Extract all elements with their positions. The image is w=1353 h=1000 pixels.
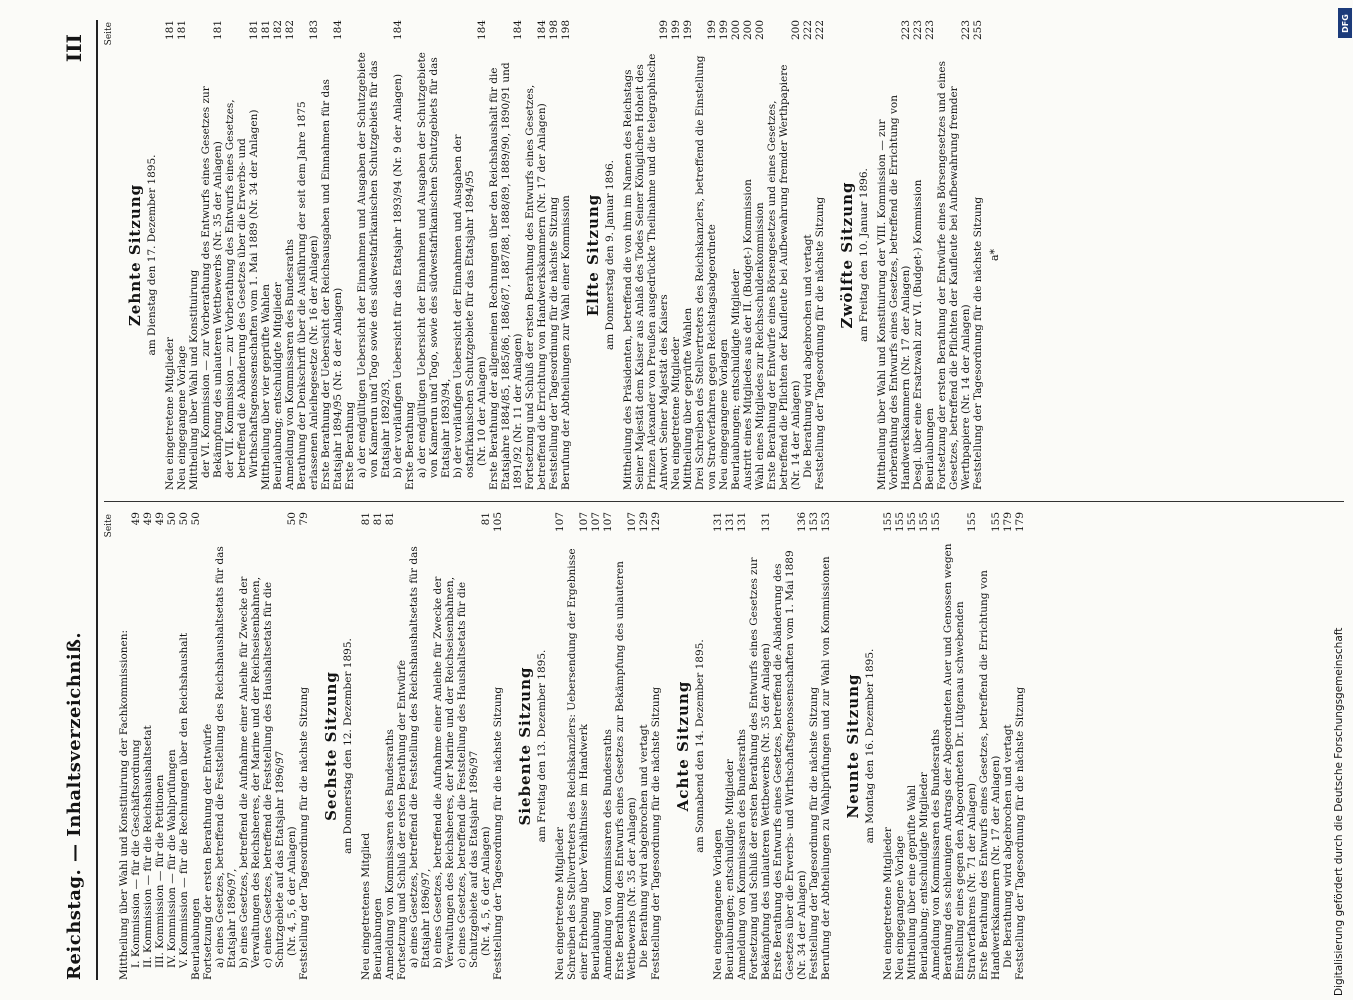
toc-entry-page: 199	[682, 20, 694, 41]
toc-entry	[214, 512, 238, 980]
toc-entry	[876, 20, 912, 490]
toc-entry-text: Beurlaubung; entschuldigte Mitglieder	[918, 772, 930, 980]
toc-entry	[396, 512, 408, 980]
toc-entry-text: Beurlaubungen; entschuldigte Mitglieder	[724, 759, 736, 980]
toc-entry	[416, 20, 452, 490]
toc-entry-text: Neu eingegangene Vorlage	[176, 345, 188, 490]
left-sections	[322, 512, 1026, 980]
toc-entry	[298, 512, 310, 980]
toc-entry	[718, 20, 730, 490]
toc-entry-text: Neu eingetretene Mitglieder	[554, 827, 566, 980]
toc-entry	[936, 20, 972, 490]
toc-entry	[882, 512, 894, 980]
toc-entry-text: Beurlaubungen	[190, 897, 202, 980]
toc-entry-text: (Nr. 4, 5, 6 der Anlagen)	[286, 826, 298, 956]
toc-entry	[712, 512, 724, 980]
toc-entry	[614, 512, 638, 980]
toc-entry-text: Neu eingetretene Mitglieder	[670, 337, 682, 490]
toc-entry-page: 136	[796, 512, 808, 533]
toc-entry-text: I. Kommission — für die Geschäftsordnung	[130, 739, 142, 968]
toc-entry-text: Schreiben des Stellvertreters des Reichskanzlers: Uebersendung der Ergebnisse einer Erhebung über Verhältnisse im Handwerk	[566, 548, 590, 980]
toc-entry	[456, 512, 480, 980]
toc-entry-page: 155	[990, 512, 1002, 533]
toc-entry-page: 181	[212, 20, 224, 41]
toc-entry-text: V. Kommission — für die Rechnungen über den Reichshaushalt	[178, 632, 190, 968]
toc-entry	[524, 20, 548, 490]
toc-entry	[372, 512, 384, 980]
toc-entry-text: Neu eingegangene Vorlage	[894, 835, 906, 980]
toc-entry-page: 200	[754, 20, 766, 41]
toc-entry-text: Erste Berathung der Entwürfe eines Börsengesetzes und eines Gesetzes, betreffend die Pflichten der Kaufleute bei Aufbewahrung fremder Werthpapiere (Nr. 14 der Anlagen)	[766, 64, 802, 490]
toc-entry	[296, 20, 320, 490]
toc-entry-text: Feststellung der Tagesordnung für die nächste Sitzung	[808, 686, 820, 980]
toc-entry	[178, 512, 190, 980]
toc-entry-page: 184	[512, 20, 524, 41]
toc-entry-text: Feststellung der Tagesordnung für die nächste Sitzung	[548, 196, 560, 490]
toc-entry	[344, 20, 356, 490]
seite-label: Seite	[104, 22, 114, 46]
toc-entry	[894, 512, 906, 980]
toc-entry-page: 182	[272, 20, 284, 41]
toc-entry-page: 81	[372, 512, 384, 526]
toc-entry-page: 107	[578, 512, 590, 533]
toc-entry-page: 155	[966, 512, 978, 533]
toc-entry-text: Mittheilung über Wahl und Konstituirung der VIII. Kommission — zur Vorberathung des Entwurfs eines Gesetzes, betreffend die Errichtung von Handwerkskammern (Nr. 17 der Anlagen)	[876, 95, 912, 490]
toc-entry-page: 181	[248, 20, 260, 41]
toc-entry-page: 184	[332, 20, 344, 41]
toc-entry-text: Beurlaubung; entschuldigte Mitglieder	[272, 282, 284, 490]
toc-entry-text: Berathung der Denkschrift über die Ausführung der seit dem Jahre 1875 erlassenen Anleihegesetze (Nr. 16 der Anlagen)	[296, 101, 320, 490]
toc-entry	[476, 20, 488, 490]
toc-entry-text: Die Berathung wird abgebrochen und vertagt	[1002, 724, 1014, 968]
toc-entry-text: Feststellung der Tagesordnung für die nächste Sitzung	[650, 686, 662, 980]
toc-entry	[972, 20, 984, 490]
toc-entry-page: 105	[492, 512, 504, 533]
toc-entry	[682, 20, 694, 490]
toc-entry	[356, 20, 392, 490]
toc-entry-page: 198	[548, 20, 560, 41]
toc-entry	[190, 512, 202, 980]
toc-entry-page: 222	[802, 20, 814, 41]
toc-entry-text: der VI. Kommission — zur Vorberathung des Entwurfs eines Gesetzes zur Bekämpfung des unlauteren Wettbewerbs (Nr. 35 der Anlagen)	[200, 86, 224, 478]
toc-entry-text: der VII. Kommission — zur Vorberathung des Entwurfs eines Gesetzes, betreffend die Abänderung des Gesetzes über die Erwerbs- und Wirthschaftsgenossenschaften vom 1. Mai 1889 (Nr. 34 der Anlagen)	[224, 99, 260, 478]
toc-entry-page: 223	[924, 20, 936, 41]
toc-entry-text: Berufung der Abtheilungen zu Wahlprüfungen und zur Wahl von Kommissionen	[820, 556, 832, 980]
toc-entry-text: Erste Berathung des Entwurfs eines Gesetzes zur Bekämpfung des unlauteren Wettbewerbs (Nr. 35 der Anlagen)	[614, 561, 638, 980]
session-title: Zehnte Sitzung	[126, 183, 144, 327]
toc-entry-page: 129	[650, 512, 662, 533]
signature-mark: a*	[988, 248, 1001, 262]
toc-entry	[404, 20, 416, 490]
toc-entry-page: 49	[142, 512, 154, 526]
toc-entry	[224, 20, 260, 490]
toc-entry-text: Beurlaubungen	[372, 897, 384, 980]
toc-entry-page: 155	[882, 512, 894, 533]
toc-entry-page: 179	[1002, 512, 1014, 533]
toc-entry-text: Anmeldung von Kommissaren des Bundesraths	[284, 239, 296, 490]
toc-entry	[272, 20, 284, 490]
session-date: am Freitag den 10. Januar 1896.	[858, 168, 870, 342]
toc-entry-page: 181	[260, 20, 272, 41]
toc-entry-page: 107	[554, 512, 566, 533]
toc-entry	[918, 512, 930, 980]
toc-entry	[724, 512, 736, 980]
toc-entry-text: (Nr. 10 der Anlagen)	[476, 356, 488, 466]
session-title: Achte Sitzung	[674, 680, 692, 812]
toc-entry	[942, 512, 978, 980]
toc-entry	[492, 512, 504, 980]
toc-entry-text: Neu eingetretene Mitglieder	[164, 337, 176, 490]
toc-entry	[924, 20, 936, 490]
toc-entry-page: 198	[560, 20, 572, 41]
toc-entry	[452, 20, 476, 490]
toc-entry	[1002, 512, 1014, 980]
toc-entry-page: 183	[308, 20, 320, 41]
toc-entry	[130, 512, 142, 980]
toc-entry-text: Neu eingegangene Vorlagen	[718, 338, 730, 490]
toc-entry	[602, 512, 614, 980]
toc-entry	[802, 20, 814, 490]
toc-entry-text: Beurlaubungen	[924, 407, 936, 490]
session-date: am Freitag den 13. Dezember 1895.	[536, 649, 548, 843]
toc-entry-page: 81	[360, 512, 372, 526]
toc-entry	[978, 512, 1002, 980]
toc-entry	[638, 512, 650, 980]
toc-entry-page: 155	[894, 512, 906, 533]
toc-entry-page: 50	[178, 512, 190, 526]
toc-entry-page: 50	[190, 512, 202, 526]
toc-entry-text: Fortsetzung der ersten Berathung der Entwürfe eines Börsengesetzes und eines Gesetzes, betreffend die Pflichten der Kaufleute bei Aufbewahrung fremder Werthpapiere (Nr. 14 der Anlagen)	[936, 60, 972, 490]
toc-entry-page: 129	[638, 512, 650, 533]
toc-entry-page: 131	[724, 512, 736, 533]
toc-entry-page: 199	[706, 20, 718, 41]
toc-entry-text: a) der endgültigen Uebersicht der Einnahmen und Ausgaben der Schutzgebiete von Kamerun und Togo, sowie des südwestafrikanischen Schutzgebiets für das Etatsjahr 1893/94,	[416, 52, 452, 478]
toc-entry	[1014, 512, 1026, 980]
toc-entry-page: 200	[742, 20, 754, 41]
toc-entry-page: 199	[670, 20, 682, 41]
session-title: Sechste Sitzung	[322, 671, 340, 821]
toc-entry-page: 184	[392, 20, 404, 41]
toc-entry-text: Wahl eines Mitgliedes zur Reichsschuldenkommission	[754, 202, 766, 490]
toc-entry	[748, 512, 772, 980]
toc-entry-text: Fortsetzung der ersten Berathung der Entwürfe	[202, 723, 214, 980]
toc-entry	[766, 20, 802, 490]
toc-entry	[590, 512, 602, 980]
toc-entry-text: Feststellung der Tagesordnung für die nächste Sitzung	[298, 686, 310, 980]
toc-entry-page: 182	[284, 20, 296, 41]
toc-entry	[694, 20, 718, 490]
toc-entry-page: 181	[176, 20, 188, 41]
toc-entry-text: a) eines Gesetzes, betreffend die Feststellung des Reichshaushaltsetats für das Etatsjahr 1896/97,	[408, 546, 432, 968]
session-title: Elfte Sitzung	[584, 193, 602, 317]
left-intro-entries	[118, 512, 310, 980]
toc-entry-text: Mittheilung über Wahl und Konstituirung	[188, 269, 200, 490]
dfg-logo-text: DFG	[1340, 13, 1350, 33]
toc-entry-page: 223	[960, 20, 972, 41]
toc-entry-text: Anmeldung von Kommissaren des Bundesraths	[930, 729, 942, 980]
toc-entry-page: 179	[1014, 512, 1026, 533]
toc-entry	[238, 512, 262, 980]
toc-entry	[408, 512, 432, 980]
toc-entry-page: 131	[736, 512, 748, 533]
toc-entry-page: 107	[602, 512, 614, 533]
toc-entry-page: 200	[790, 20, 802, 41]
session-date: am Sonnabend den 14. Dezember 1895.	[694, 639, 706, 853]
toc-entry	[432, 512, 456, 980]
toc-entry-text: Erste Berathung	[344, 401, 356, 490]
toc-entry-text: Fortsetzung und Schluß der ersten Berathung der Entwürfe	[396, 659, 408, 980]
toc-entry-page: 131	[712, 512, 724, 533]
dfg-logo	[1338, 8, 1352, 38]
toc-entry-page: 255	[972, 20, 984, 41]
toc-entry	[736, 512, 748, 980]
toc-entry	[820, 512, 832, 980]
toc-entry-page: 184	[536, 20, 548, 41]
toc-entry-text: Mittheilung über eine geprüfte Wahl	[906, 784, 918, 980]
session-date: am Donnerstag den 9. Januar 1896.	[604, 159, 616, 351]
toc-entry-text: III. Kommission — für die Petitionen	[154, 774, 166, 968]
toc-entry	[742, 20, 754, 490]
toc-entry-text: Fortsetzung und Schluß der ersten Berathung des Entwurfs eines Gesetzes, betreffend die Errichtung von Handwerkskammern (Nr. 17 der Anlagen)	[524, 84, 548, 490]
toc-entry-text: Anmeldung von Kommissaren des Bundesraths	[736, 729, 748, 980]
toc-entry-page: 223	[900, 20, 912, 41]
toc-entry-text: Erste Berathung der allgemeinen Rechnungen über den Reichshaushalt für die Etatsjahre 1884/85, 1885/86, 1886/87, 1887/88, 1888/89, 1889/90, 1890/91 und 1891/92 (Nr. 11 der Anlagen)	[488, 62, 524, 490]
toc-entry-text: Austritt eines Mitgliedes aus der II. (Budget-) Kommission	[742, 179, 754, 490]
toc-entry-text: b) der vorläufigen Uebersicht für das Etatsjahr 1893/94 (Nr. 9 der Anlagen)	[392, 73, 404, 478]
column-divider	[104, 501, 1344, 502]
toc-entry-text: c) eines Gesetzes, betreffend die Feststellung des Haushaltsetats für die Schutzgebiete auf das Etatsjahr 1896/97	[456, 581, 480, 968]
toc-entry-page: 81	[480, 512, 492, 526]
toc-entry	[262, 512, 286, 980]
toc-entry-text: Erste Berathung	[404, 401, 416, 490]
toc-entry	[808, 512, 820, 980]
toc-entry	[554, 512, 566, 980]
toc-entry-text: Neu eingetretenes Mitglied	[360, 832, 372, 980]
toc-entry	[142, 512, 154, 980]
running-head: Reichstag. — Inhaltsverzeichniß.	[64, 631, 85, 980]
toc-entry-page: 200	[730, 20, 742, 41]
toc-entry-text: a) der endgültigen Uebersicht der Einnahmen und Ausgaben der Schutzgebiete von Kamerun und Togo sowie des südwestafrikanischen Schutzgebiets für das Etatsjahr 1892/93,	[356, 52, 392, 478]
toc-entry-text: IV. Kommission — für die Wahlprüfungen	[166, 749, 178, 968]
toc-entry-text: b) eines Gesetzes, betreffend die Aufnahme einer Anleihe für Zwecke der Verwaltungen des Reichsheeres, der Marine und der Reichseisenbahnen,	[238, 576, 262, 968]
toc-entry-text: II. Kommission — für die Reichshaushaltsetat	[142, 725, 154, 968]
toc-entry-page: 107	[590, 512, 602, 533]
toc-entry	[772, 512, 808, 980]
toc-entry-text: b) der vorläufigen Uebersicht der Einnahmen und Ausgaben der ostafrikanischen Schutzgebiete für das Etatsjahr 1894/95	[452, 134, 476, 478]
toc-entry	[480, 512, 492, 980]
toc-entry-text: Erste Berathung des Entwurfs eines Gesetzes, betreffend die Errichtung von Handwerkskammern (Nr. 17 der Anlagen)	[978, 570, 1002, 980]
toc-entry-page: 50	[166, 512, 178, 526]
toc-entry-page: 155	[930, 512, 942, 533]
toc-entry	[188, 20, 200, 490]
toc-entry-text: Beurlaubungen; entschuldigte Mitglieder	[730, 269, 742, 490]
toc-entry	[906, 512, 918, 980]
seite-label: Seite	[104, 514, 114, 538]
toc-entry	[284, 20, 296, 490]
toc-entry-text: Mittheilung über geprüfte Wahlen	[682, 307, 694, 490]
page-header	[60, 20, 94, 980]
toc-entry-page: 155	[906, 512, 918, 533]
session-title: Siebente Sitzung	[516, 666, 534, 826]
toc-entry-text: Berufung der Abtheilungen zur Wahl einer Kommission	[560, 195, 572, 490]
toc-entry	[118, 512, 130, 980]
toc-entry	[930, 512, 942, 980]
toc-entry-text: Die Berathung wird abgebrochen und vertagt	[638, 724, 650, 968]
toc-entry-page: 49	[154, 512, 166, 526]
toc-entry-page: 199	[658, 20, 670, 41]
session-date: am Dienstag den 17. Dezember 1895.	[146, 154, 158, 356]
toc-entry	[488, 20, 524, 490]
toc-entry	[622, 20, 670, 490]
toc-entry-text: Feststellung der Tagesordnung für die nächste Sitzung	[972, 196, 984, 490]
toc-entry	[384, 512, 396, 980]
toc-entry	[164, 20, 176, 490]
toc-entry-text: Fortsetzung und Schluß der ersten Berathung des Entwurfs eines Gesetzes zur Bekämpfung des unlauteren Wettbewerbs (Nr. 35 der Anlagen)	[748, 557, 772, 980]
toc-entry-text: Desgl. über eine Ersatzwahl zur VI. (Budget-) Kommission	[912, 179, 924, 490]
toc-entry-text: Berathung des schleunigen Antrags der Abgeordneten Auer und Genossen wegen Einstellung eines gegen den Abgeordneten Dr. Lütgenau schwebenden Strafverfahrens (Nr. 71 der Anlagen)	[942, 543, 978, 980]
toc-entry-page: 155	[918, 512, 930, 533]
toc-entry-page: 79	[298, 512, 310, 526]
toc-column-left	[104, 512, 1344, 980]
toc-entry	[202, 512, 214, 980]
toc-entry-text: Feststellung der Tagesordnung für die nächste Sitzung	[492, 686, 504, 980]
session-title: Zwölfte Sitzung	[838, 181, 856, 329]
toc-entry-text: Neu eingegangene Vorlagen	[712, 828, 724, 980]
toc-entry-text: Anmeldung von Kommissaren des Bundesraths	[602, 729, 614, 980]
toc-entry	[260, 20, 272, 490]
toc-entry	[320, 20, 344, 490]
toc-entry	[912, 20, 924, 490]
toc-entry-page: 131	[760, 512, 772, 533]
toc-entry-page: 222	[814, 20, 826, 41]
toc-entry-page: 199	[718, 20, 730, 41]
toc-entry	[650, 512, 662, 980]
toc-entry	[360, 512, 372, 980]
toc-entry	[814, 20, 826, 490]
page-number: III	[62, 34, 86, 63]
toc-entry	[166, 512, 178, 980]
toc-entry-text: Erste Berathung der Uebersicht der Reichsausgaben und Einnahmen für das Etatsjahr 1894/95 (Nr. 8 der Anlagen)	[320, 79, 344, 490]
toc-entry-text: a) eines Gesetzes, betreffend die Feststellung des Reichshaushaltsetats für das Etatsjahr 1896/97,	[214, 546, 238, 968]
session-title: Neunte Sitzung	[844, 673, 862, 819]
toc-entry-text: Mittheilung des Präsidenten, betreffend die von ihm im Namen des Reichstags Seiner Majestät dem Kaiser aus Anlaß des Todes Seiner Königlichen Hoheit des Prinzen Alexander von Preußen ausgedrückte Theilnahme und die telegraphische Antwort Seiner Majestät des Kaisers	[622, 53, 670, 490]
toc-entry	[200, 20, 224, 490]
toc-entry-page: 153	[808, 512, 820, 533]
toc-entry	[560, 20, 572, 490]
toc-entry-page: 181	[164, 20, 176, 41]
toc-entry-text: b) eines Gesetzes, betreffend die Aufnahme einer Anleihe für Zwecke der Verwaltungen des Reichsheeres, der Marine und der Reichseisenbahnen,	[432, 576, 456, 968]
toc-entry	[548, 20, 560, 490]
toc-entry	[176, 20, 188, 490]
toc-entry-text: Anmeldung von Kommissaren des Bundesraths	[384, 729, 396, 980]
toc-entry-text: Neu eingetretene Mitglieder	[882, 827, 894, 980]
toc-entry-page: 50	[286, 512, 298, 526]
toc-entry-page: 107	[626, 512, 638, 533]
right-sections	[126, 20, 984, 490]
toc-entry-text: Erste Berathung des Entwurfs eines Gesetzes, betreffend die Abänderung des Gesetzes über die Erwerbs- und Wirthschaftsgenossenschaften vom 1. Mai 1889 (Nr. 34 der Anlagen)	[772, 550, 808, 980]
toc-entry	[730, 20, 742, 490]
session-date: am Donnerstag den 12. Dezember 1895.	[342, 638, 354, 854]
toc-column-right	[104, 20, 1344, 490]
toc-entry-page: 223	[912, 20, 924, 41]
toc-entry	[754, 20, 766, 490]
toc-entry-text: Mittheilung über Wahl und Konstituirung der Fachkommissionen:	[118, 629, 130, 980]
toc-entry-text: Die Berathung wird abgebrochen und vertagt	[802, 234, 814, 478]
toc-entry-page: 81	[384, 512, 396, 526]
toc-entry	[286, 512, 298, 980]
toc-entry	[154, 512, 166, 980]
rotated-page-content	[60, 20, 1353, 980]
toc-entry-page: 49	[130, 512, 142, 526]
toc-entry-text: Feststellung der Tagesordnung für die nächste Sitzung	[1014, 686, 1026, 980]
toc-entry-text: Mittheilung über vier geprüfte Wahlen	[260, 283, 272, 490]
toc-entry-text: Beurlaubung	[590, 910, 602, 980]
digitization-credit: Digitalisierung gefördert durch die Deutsche Forschungsgemeinschaft	[1333, 627, 1345, 996]
toc-entry	[670, 20, 682, 490]
toc-entry-text: Feststellung der Tagesordnung für die nächste Sitzung	[814, 196, 826, 490]
header-rule	[96, 20, 98, 980]
toc-entry-text: (Nr. 4, 5, 6 der Anlagen)	[480, 826, 492, 956]
toc-entry	[392, 20, 404, 490]
toc-entry	[566, 512, 590, 980]
toc-entry-page: 153	[820, 512, 832, 533]
toc-entry-text: Drei Schreiben des Stellvertreters des Reichskanzlers, betreffend die Einstellung von Strafverfahren gegen Reichstagsabgeordnete	[694, 55, 718, 490]
toc-entry-page: 184	[476, 20, 488, 41]
toc-entry-text: c) eines Gesetzes, betreffend die Feststellung des Haushaltsetats für die Schutzgebiete auf das Etatsjahr 1896/97	[262, 581, 286, 968]
session-date: am Montag den 16. Dezember 1895.	[864, 648, 876, 844]
